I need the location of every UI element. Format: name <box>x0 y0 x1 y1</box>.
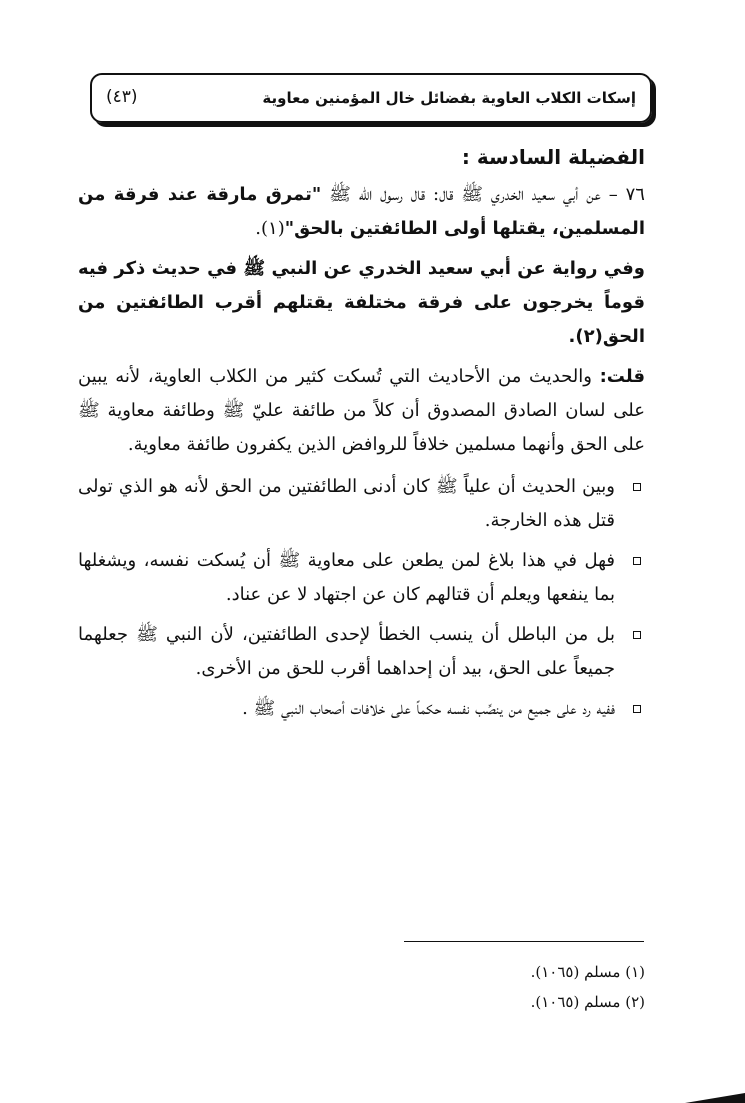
footnotes <box>345 958 645 1018</box>
commentary-label: قلت: <box>599 366 645 387</box>
list-item: فهل في هذا بلاغ لمن يطعن على معاوية ﷺ أن يُسكت نفسه، ويشغلها بما ينفعها ويعلم أن قتالهم كان عن اجتهاد لا عن عناد. <box>78 544 645 612</box>
footnote-divider <box>404 941 644 942</box>
points-list <box>78 470 645 726</box>
commentary-paragraph <box>78 360 645 462</box>
page-body <box>78 140 645 732</box>
page-number: (٤٣) <box>106 87 138 107</box>
square-bullet-icon <box>633 705 641 713</box>
list-item: ففيه رد على جميع من ينصِّب نفسه حكماً على خلافات أصحاب النبي ﷺ . <box>78 692 645 726</box>
square-bullet-icon <box>633 631 641 639</box>
footnote-1: (١) مسلم (١٠٦٥). <box>530 963 645 981</box>
section-heading: الفضيلة السادسة : <box>461 145 645 169</box>
list-item: وبين الحديث أن علياً ﷺ كان أدنى الطائفتين من الحق لأنه هو الذي تولى قتل هذه الخارجة. <box>78 470 645 538</box>
footnote-ref-2: (٢). <box>568 326 603 347</box>
narration-text: وفي رواية عن أبي سعيد الخدري عن النبي ﷺ في حديث ذكر فيه قوماً يخرجون على فرقة مختلفة يقتلهم أقرب الطائفتين من الحق <box>78 258 645 347</box>
hadith-paragraph <box>78 178 645 246</box>
footnote-2: (٢) مسلم (١٠٦٥). <box>530 993 645 1011</box>
square-bullet-icon <box>633 483 641 491</box>
hadith-intro: ٧٦ – عن أبي سعيد الخدري ﷺ قال: قال رسول الله ﷺ <box>321 184 645 205</box>
book-title: إسكات الكلاب العاوية بفضائل خال المؤمنين معاوية <box>262 89 636 107</box>
square-bullet-icon <box>633 557 641 565</box>
list-item: بل من الباطل أن ينسب الخطأ لإحدى الطائفتين، لأن النبي ﷺ جعلهما جميعاً على الحق، بيد أن إحداهما أقرب للحق من الأخرى. <box>78 618 645 686</box>
narration-paragraph <box>78 252 645 354</box>
footnote-ref-1: (١). <box>255 218 285 239</box>
commentary-text: والحديث من الأحاديث التي تُسكت كثير من الكلاب العاوية، لأنه يبين على لسان الصادق المصدوق أن كلاً من طائفة عليّ ﷺ وطائفة معاوية ﷺ على الحق وأنهما مسلمين خلافاً للروافض الذين يكفرون طائفة معاوية. <box>78 366 645 455</box>
running-header <box>90 73 652 123</box>
hadith-quote: "تمرق مارقة عند فرقة من المسلمين، يقتلها أولى الطائفتين بالحق" <box>78 184 645 239</box>
page-corner-mark <box>685 1093 745 1103</box>
